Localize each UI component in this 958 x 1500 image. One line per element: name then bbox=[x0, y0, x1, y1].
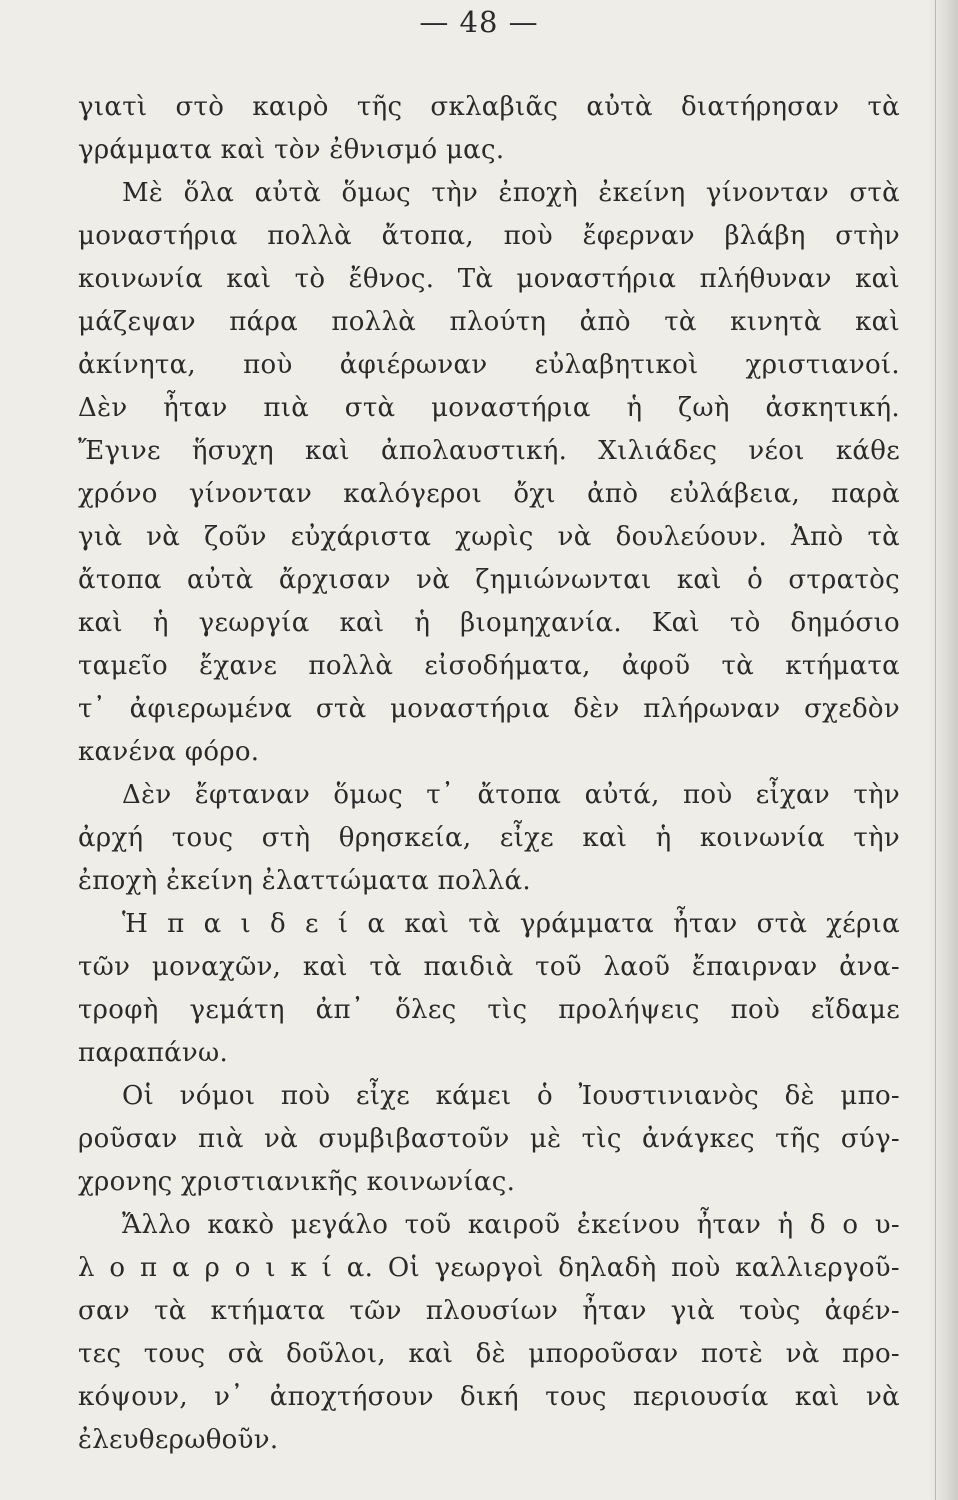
text-line: τροφὴ γεμάτη ἀπ᾽ ὅλες τὶς προλήψεις ποὺ εἴδαμε bbox=[78, 995, 900, 1025]
text-line: ἐποχὴ ἐκείνη ἐλαττώματα πολλά. bbox=[78, 866, 531, 896]
text-line: ἀκίνητα, ποὺ ἀφιέρωναν εὐλαβητικοὶ χριστιανοί. bbox=[78, 350, 900, 380]
page-edge-line bbox=[935, 0, 936, 1500]
text-line: σαν τὰ κτήματα τῶν πλουσίων ἦταν γιὰ τοὺς ἀφέν- bbox=[78, 1296, 900, 1326]
text-line: παραπάνω. bbox=[78, 1038, 229, 1068]
text-line: χρόνο γίνονταν καλόγεροι ὄχι ἀπὸ εὐλάβεια, παρὰ bbox=[78, 479, 900, 509]
text-line: καὶ ἡ γεωργία καὶ ἡ βιομηχανία. Καὶ τὸ δημόσιο bbox=[78, 608, 900, 638]
text-line: Ἡ π α ι δ ε ί α καὶ τὰ γράμματα ἦταν στὰ χέρια bbox=[122, 909, 900, 939]
text-line: λ ο π α ρ ο ι κ ί α. Οἱ γεωργοὶ δηλαδὴ ποὺ καλλιεργοῦ- bbox=[78, 1253, 900, 1283]
text-line: Οἱ νόμοι ποὺ εἶχε κάμει ὁ Ἰουστινιανὸς δὲ μπο- bbox=[122, 1081, 900, 1111]
text-line: Μὲ ὅλα αὐτὰ ὅμως τὴν ἐποχὴ ἐκείνη γίνονταν στὰ bbox=[122, 178, 900, 208]
text-line: γράμματα καὶ τὸν ἐθνισμό μας. bbox=[78, 135, 505, 165]
text-line: μάζεψαν πάρα πολλὰ πλούτη ἀπὸ τὰ κινητὰ καὶ bbox=[78, 307, 900, 337]
text-line: γιατὶ στὸ καιρὸ τῆς σκλαβιᾶς αὐτὰ διατήρησαν τὰ bbox=[78, 92, 900, 122]
page-edge-shadow bbox=[928, 0, 958, 1500]
text-line: κόψουν, ν᾽ ἀποχτήσουν δική τους περιουσία καὶ νὰ bbox=[78, 1382, 900, 1412]
text-line: ἄτοπα αὐτὰ ἄρχισαν νὰ ζημιώνωνται καὶ ὁ στρατὸς bbox=[78, 565, 900, 595]
text-line: χρονης χριστιανικῆς κοινωνίας. bbox=[78, 1167, 516, 1197]
text-line: Δὲν ἔφταναν ὅμως τ᾽ ἄτοπα αὐτά, ποὺ εἶχαν τὴν bbox=[122, 780, 900, 810]
text-line: Ἔγινε ἥσυχη καὶ ἀπολαυστική. Χιλιάδες νέοι κάθε bbox=[78, 436, 900, 466]
text-line: τ᾽ ἀφιερωμένα στὰ μοναστήρια δὲν πλήρωναν σχεδὸν bbox=[78, 694, 900, 724]
page-number: — 48 — bbox=[419, 5, 539, 39]
text-line: Ἄλλο κακὸ μεγάλο τοῦ καιροῦ ἐκείνου ἦταν ἡ δ ο υ- bbox=[122, 1210, 900, 1240]
text-line: ροῦσαν πιὰ νὰ συμβιβαστοῦν μὲ τὶς ἀνάγκες τῆς σύγ- bbox=[78, 1124, 900, 1154]
text-line: τες τους σὰ δοῦλοι, καὶ δὲ μποροῦσαν ποτὲ νὰ προ- bbox=[78, 1339, 900, 1369]
text-line: κοινωνία καὶ τὸ ἔθνος. Τὰ μοναστήρια πλήθυναν καὶ bbox=[78, 264, 900, 294]
body-text bbox=[78, 86, 900, 1462]
text-line: ταμεῖο ἔχανε πολλὰ εἰσοδήματα, ἀφοῦ τὰ κτήματα bbox=[78, 651, 900, 681]
text-line: μοναστήρια πολλὰ ἄτοπα, ποὺ ἔφερναν βλάβη στὴν bbox=[78, 221, 900, 251]
text-line: κανένα φόρο. bbox=[78, 737, 260, 767]
text-line: Δὲν ἦταν πιὰ στὰ μοναστήρια ἡ ζωὴ ἀσκητική. bbox=[78, 393, 900, 423]
text-line: ἀρχή τους στὴ θρησκεία, εἶχε καὶ ἡ κοινωνία τὴν bbox=[78, 823, 900, 853]
text-line: ἐλευθερωθοῦν. bbox=[78, 1425, 279, 1455]
text-line: γιὰ νὰ ζοῦν εὐχάριστα χωρὶς νὰ δουλεύουν. Ἀπὸ τὰ bbox=[78, 522, 900, 552]
text-line: τῶν μοναχῶν, καὶ τὰ παιδιὰ τοῦ λαοῦ ἔπαιρναν ἀνα- bbox=[78, 952, 900, 982]
